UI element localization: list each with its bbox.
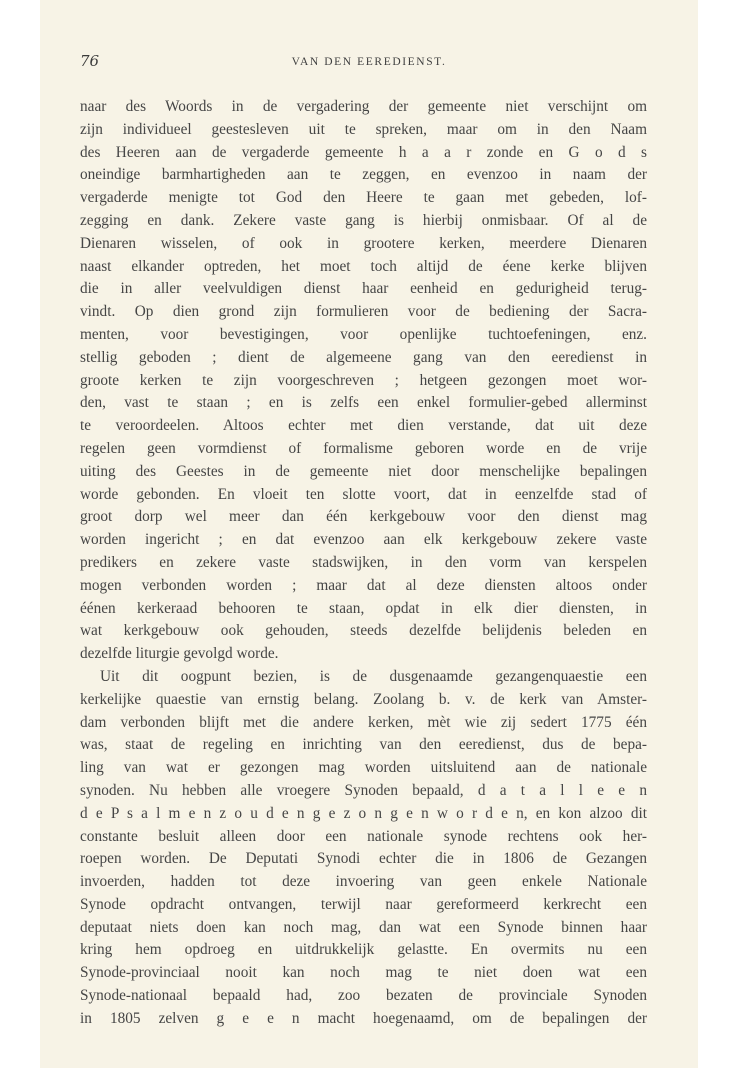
text-line: stellig geboden ; dient de algemeene gang van den eeredienst in <box>80 348 647 366</box>
text-line: den, vast te staan ; en is zelfs een enkel formulier-gebed allerminst <box>80 394 647 412</box>
text-line: predikers en zekere vaste stadswijken, in den vorm van kerspelen <box>80 553 647 571</box>
book-page <box>40 0 698 1068</box>
text-line: roepen worden. De Deputati Synodi echter die in 1806 de Gezangen <box>80 850 647 868</box>
text-line: zegging en dank. Zekere vaste gang is hierbij onmisbaar. Of al de <box>80 211 647 229</box>
text-line: Synode-nationaal bepaald had, zoo bezaten de provinciale Synoden <box>80 987 647 1005</box>
text-line: kring hem opdroeg en uitdrukkelijk gelastte. En overmits nu een <box>80 941 647 959</box>
body-text <box>80 96 647 1031</box>
text-line: te veroordeelen. Altoos echter met dien verstande, dat uit deze <box>80 417 647 435</box>
page-number: 76 <box>80 52 100 70</box>
text-line: vergaderde menigte tot God den Heere te gaan met gebeden, lof- <box>80 189 647 207</box>
text-line: éénen kerkeraad behooren te staan, opdat in elk dier diensten, in <box>80 599 647 617</box>
text-line: Dienaren wisselen, of ook in grootere kerken, meerdere Dienaren <box>80 234 647 252</box>
text-line: Synode-provinciaal nooit kan noch mag te niet doen wat een <box>80 964 647 982</box>
text-line: die in aller veelvuldigen dienst haar eenheid en gedurigheid terug- <box>80 280 647 298</box>
text-line: wat kerkgebouw ook gehouden, steeds dezelfde belijdenis beleden en <box>80 622 647 640</box>
text-line: in 1805 zelven g e e n macht hoegenaamd, om de bepalingen der <box>80 1009 647 1027</box>
text-line: Synode opdracht ontvangen, terwijl naar gereformeerd kerkrecht een <box>80 895 647 913</box>
text-line: zijn individueel geestesleven uit te spreken, maar om in den Naam <box>80 120 647 138</box>
text-line: groote kerken te zijn voorgeschreven ; hetgeen gezongen moet wor- <box>80 371 647 389</box>
text-line: mogen verbonden worden ; maar dat al deze diensten altoos onder <box>80 576 647 594</box>
text-line: dam verbonden blijft met die andere kerken, mèt wie zij sedert 1775 één <box>80 713 647 731</box>
text-line: was, staat de regeling en inrichting van den eeredienst, dus de bepa- <box>80 736 647 754</box>
text-line: vindt. Op dien grond zijn formulieren voor de bediening der Sacra- <box>80 303 647 321</box>
text-line: deputaat niets doen kan noch mag, dan wat een Synode binnen haar <box>80 918 647 936</box>
text-line: dezelfde liturgie gevolgd worde. <box>80 645 279 663</box>
text-line: constante besluit alleen door een nationale synode rechtens ook her- <box>80 827 647 845</box>
text-line: worde gebonden. En vloeit ten slotte voort, dat in eenzelfde stad of <box>80 485 647 503</box>
text-line: uiting des Geestes in de gemeente niet door menschelijke bepalingen <box>80 462 647 480</box>
text-line: des Heeren aan de vergaderde gemeente h a a r zonde en G o d s <box>80 143 647 161</box>
text-line: worden ingericht ; en dat evenzoo aan elk kerkgebouw zekere vaste <box>80 531 647 549</box>
text-line: naast elkander optreden, het moet toch altijd de éene kerke blijven <box>80 257 647 275</box>
text-line: oneindige barmhartigheden aan te zeggen, en evenzoo in naam der <box>80 166 647 184</box>
running-head: VAN DEN EEREDIENST. <box>291 56 447 68</box>
text-line: menten, voor bevestigingen, voor openlijke tuchtoefeningen, enz. <box>80 325 647 343</box>
text-line: groot dorp wel meer dan één kerkgebouw voor den dienst mag <box>80 508 647 526</box>
text-line: d e P s a l m e n z o u d e n g e z o n g e n w o r d e n, en kon alzoo dit <box>80 804 647 822</box>
text-line: ling van wat er gezongen mag worden uitsluitend aan de nationale <box>80 759 647 777</box>
text-line: kerkelijke quaestie van ernstig belang. Zoolang b. v. de kerk van Amster- <box>80 690 647 708</box>
text-line: naar des Woords in de vergadering der gemeente niet verschijnt om <box>80 98 647 115</box>
text-line: regelen geen vormdienst of formalisme geboren worde en de vrije <box>80 439 647 457</box>
text-line: invoerden, hadden tot deze invoering van geen enkele Nationale <box>80 873 647 891</box>
text-line: synoden. Nu hebben alle vroegere Synoden bepaald, d a t a l l e e n <box>80 781 647 799</box>
text-line: Uit dit oogpunt bezien, is de dusgenaamde gezangenquaestie een <box>100 667 647 685</box>
